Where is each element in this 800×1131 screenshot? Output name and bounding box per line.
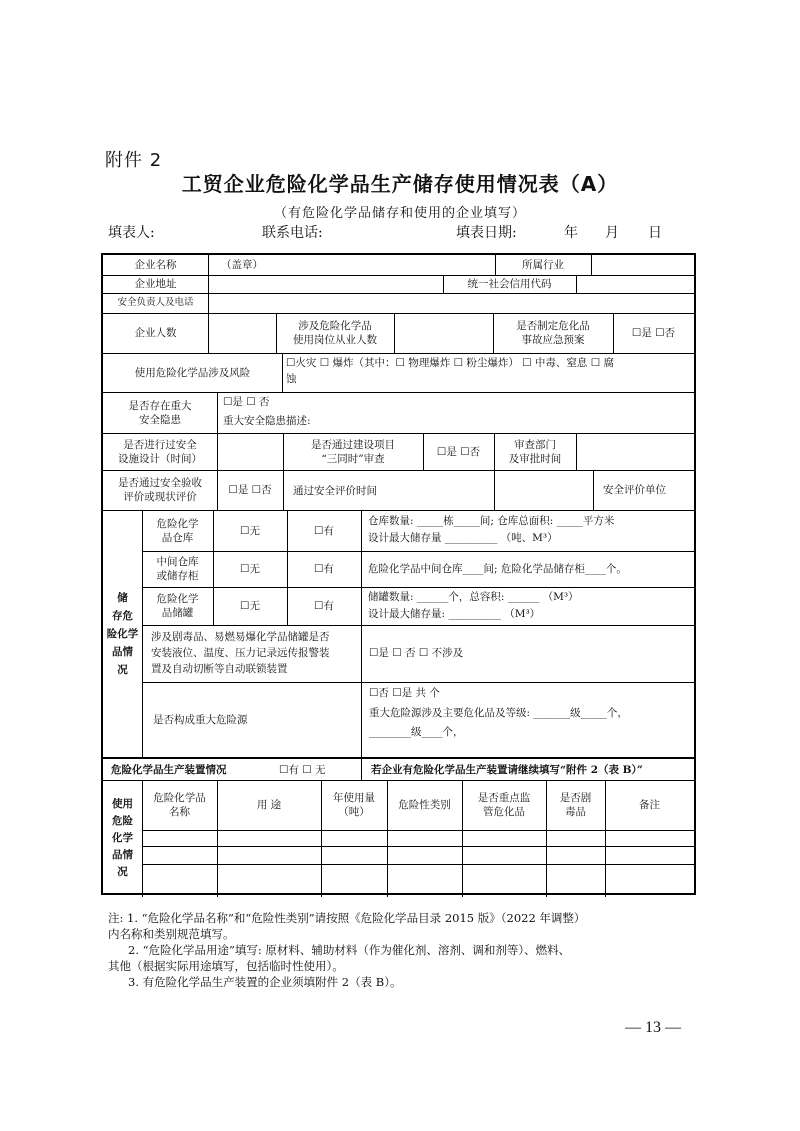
note-3: 3. 有危险化学品生产装置的企业须填附件 2（表 B）。 <box>128 975 402 989</box>
page-number: — 13 — <box>625 1019 681 1036</box>
middle-storage-detail: 危险化学品中间仓库____间; 危险化学品储存柜____个。 <box>368 563 627 575</box>
three-sim-options[interactable]: ☐是 ☐否 <box>436 445 481 458</box>
warehouse-detail-line2: 设计最大储存量 __________ （吨、M³） <box>368 532 558 544</box>
major-hidden-options[interactable]: ☐是 ☐ 否 <box>223 396 270 408</box>
address-label: 企业地址 <box>134 278 177 290</box>
month-label: 月 <box>605 225 619 241</box>
fill-info-line <box>108 222 688 242</box>
tank-detail-line2: 设计最大储存量: __________ （M³） <box>368 608 541 620</box>
phone-label: 联系电话: <box>262 225 323 241</box>
storage-section-label: 储 存危 险化学 品情 况 <box>106 591 139 676</box>
col-usage: 用 途 <box>256 799 282 811</box>
acceptance-options[interactable]: ☐是 ☐否 <box>228 484 272 496</box>
major-source-detail-cont: ________级____个， <box>369 726 464 738</box>
major-source-detail: 重大危险源涉及主要危化品及等级: _______级_____个， <box>369 707 628 719</box>
note-2-cont: 其他（根据实际用途填写，包括临时性使用）。 <box>108 959 344 973</box>
warehouse-no-option[interactable]: ☐无 <box>240 524 260 537</box>
safety-design-label: 是否进行过安全 设施设计（时间） <box>118 438 202 465</box>
note-2: 2. “危险化学品用途”填写: 原材料、辅助材料（作为催化剂、溶剂、调和剂等）、燃料、 <box>128 943 571 957</box>
production-options[interactable]: ☐有 ☐ 无 <box>279 764 326 776</box>
acceptance-label: 是否通过安全验收 评价或现状评价 <box>118 477 202 503</box>
major-hidden-label: 是否存在重大 安全隐患 <box>128 399 192 426</box>
note-1: 注: 1. “危险化学品名称”和“危险性类别”请按照《危险化学品目录 2015 版》（2022 年调整） <box>108 911 586 925</box>
date-label: 填表日期: <box>456 225 517 241</box>
warehouse-detail-line1: 仓库数量: _____栋_____间; 仓库总面积: _____平方米 <box>368 515 615 527</box>
credit-code-label: 统一社会信用代码 <box>467 278 552 290</box>
day-label: 日 <box>648 225 662 241</box>
filler-label: 填表人: <box>108 225 155 241</box>
major-source-options[interactable]: ☐否 ☐是 共 个 <box>369 687 440 699</box>
production-label: 危险化学品生产装置情况 <box>111 764 227 776</box>
tank-yes-option[interactable]: ☐有 <box>314 600 334 612</box>
risk-label: 使用危险化学品涉及风险 <box>134 366 251 379</box>
middle-no-option[interactable]: ☐无 <box>240 563 260 575</box>
tank-label: 危险化学 品储罐 <box>156 593 199 619</box>
company-name-label: 企业名称 <box>134 259 177 271</box>
eval-unit-label: 安全评价单位 <box>603 484 666 496</box>
risk-options[interactable]: ☐火灾 ☐ 爆炸（其中：☐ 物理爆炸 ☐ 粉尘爆炸） ☐ 中毒、窒息 ☐ 腐 <box>286 357 615 369</box>
notes <box>108 910 698 990</box>
col-remarks: 备注 <box>639 799 660 811</box>
seal-text: （盖章） <box>221 259 263 271</box>
hazard-staff-label: 涉及危险化学品 使用岗位从业人数 <box>293 320 377 346</box>
year-label: 年 <box>564 225 578 241</box>
form-title: 工贸企业危险化学品生产储存使用情况表（A） <box>181 172 619 196</box>
middle-storage-label: 中间仓库 或储存柜 <box>156 556 199 582</box>
form-subtitle: （有危险化学品储存和使用的企业填写） <box>273 206 526 221</box>
industry-label: 所属行业 <box>522 259 564 271</box>
three-sim-label: 是否通过建设项目 “三同时”审查 <box>311 438 395 465</box>
toxic-interlock-label: 涉及剧毒品、易燃易爆化学品储罐是否 安装液位、温度、压力记录远传报警装 置及自动切断等自动联锁装置 <box>151 631 330 675</box>
warehouse-label: 危险化学 品仓库 <box>156 517 199 544</box>
emergency-plan-options[interactable]: ☐是 ☐否 <box>631 327 676 339</box>
risk-options-cont: 蚀 <box>286 373 297 385</box>
staff-count-label: 企业人数 <box>134 327 177 339</box>
major-hidden-desc: 重大安全隐患描述: <box>223 415 311 427</box>
tank-detail-line1: 储罐数量: ______个，总容积: ______ （M³） <box>368 591 579 603</box>
middle-yes-option[interactable]: ☐有 <box>314 563 334 575</box>
warehouse-yes-option[interactable]: ☐有 <box>314 524 334 537</box>
col-key-supervision: 是否重点监管危化品 <box>477 792 531 818</box>
emergency-plan-label: 是否制定危化品 事故应急预案 <box>516 320 590 346</box>
usage-section-label: 使用 危险 化学 品情 况 <box>112 798 133 878</box>
major-source-label: 是否构成重大危险源 <box>153 714 248 726</box>
safety-person-label: 安全负责人及电话 <box>117 297 194 308</box>
col-annual-usage: 年使用量（吨） <box>333 792 375 818</box>
tank-no-option[interactable]: ☐无 <box>240 600 260 612</box>
col-hazard-class: 危险性类别 <box>398 799 451 811</box>
toxic-interlock-options[interactable]: ☐是 ☐ 否 ☐ 不涉及 <box>369 647 464 659</box>
form-table <box>101 253 696 895</box>
col-chem-name: 危险化学品名称 <box>153 792 206 818</box>
note-1-cont: 内名称和类别规范填写。 <box>108 927 235 941</box>
eval-time-label: 通过安全评价时间 <box>293 485 377 497</box>
col-highly-toxic: 是否剧毒品 <box>559 792 592 818</box>
attachment-label: 附件 2 <box>105 150 163 171</box>
review-dept-label: 审查部门 及审批时间 <box>508 438 562 465</box>
production-note: 若企业有危险化学品生产装置请继续填写“附件 2（表 B）” <box>371 764 643 776</box>
